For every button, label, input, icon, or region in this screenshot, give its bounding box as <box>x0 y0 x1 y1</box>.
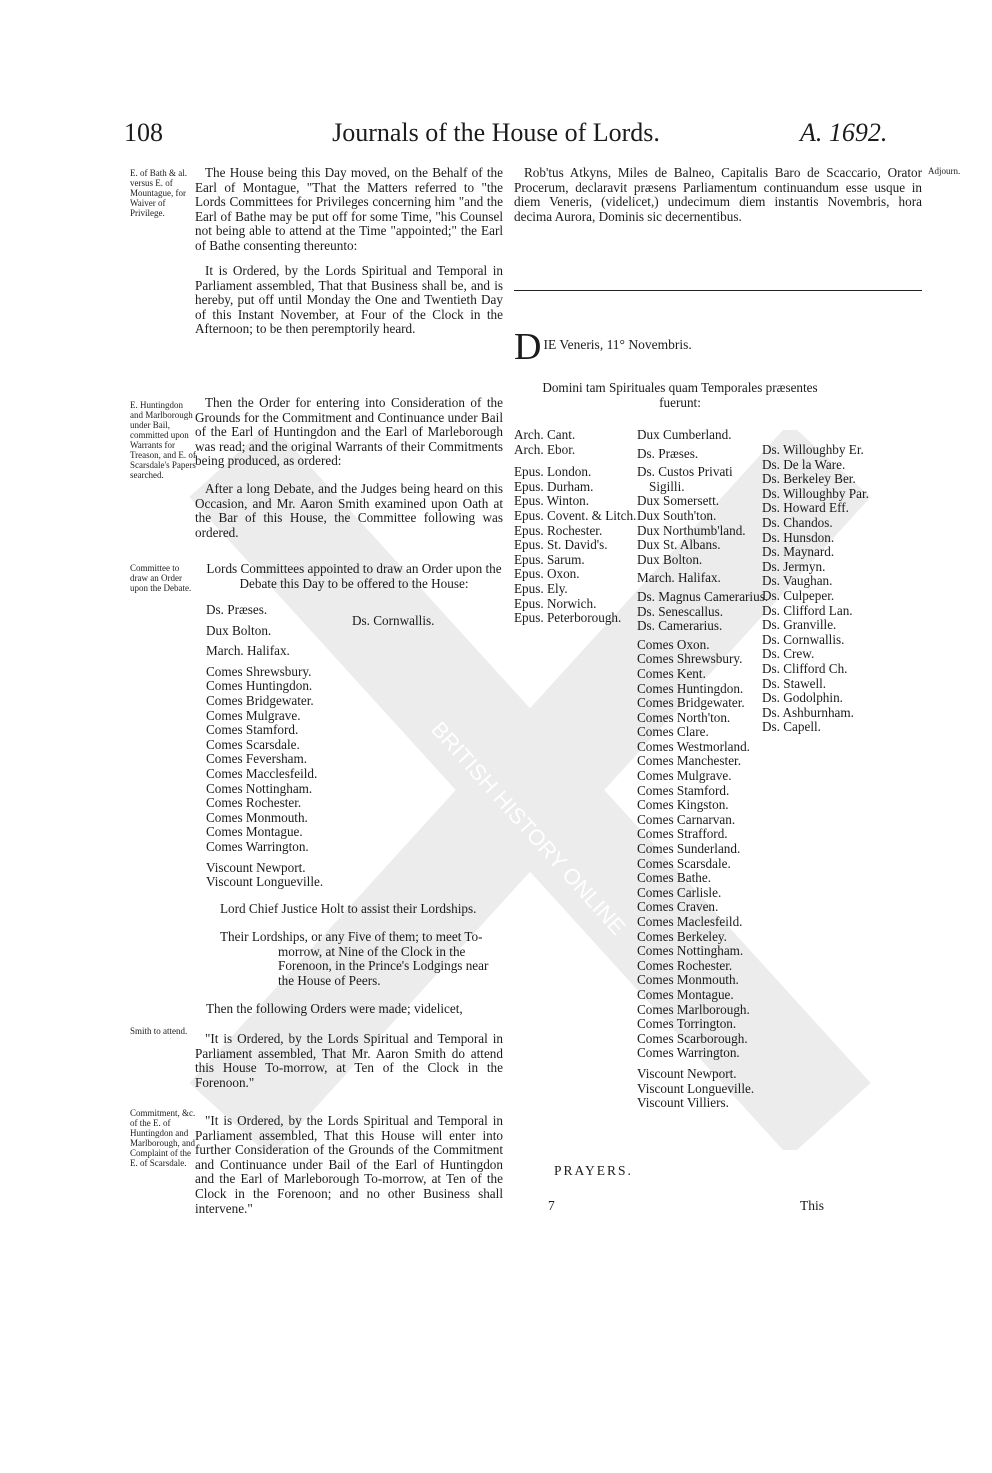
present-member: Comes Montague. <box>637 986 734 1002</box>
paragraph-debate: After a long Debate, and the Judges being heard on this Occasion, and Mr. Aaron Smith examined upon Oath at the Bar of this House, the Committee following was ordered. <box>195 481 503 540</box>
present-member: Ds. Maynard. <box>762 544 835 560</box>
present-member: Ds. Clifford Ch. <box>762 660 848 676</box>
present-member: Comes Scarsdale. <box>637 855 731 871</box>
committee-member: Comes Stamford. <box>206 722 299 738</box>
page-number: 108 <box>124 118 163 147</box>
present-member: Comes Sunderland. <box>637 841 741 857</box>
present-member: Ds. Jermyn. <box>762 558 826 574</box>
present-member: Dux Somersett. <box>637 493 720 509</box>
paragraph-orders-made: Then the following Orders were made; videlicet, <box>206 1001 463 1016</box>
present-member: Comes Nottingham. <box>637 943 744 959</box>
order-further-consideration: "It is Ordered, by the Lords Spiritual and Temporal in Parliament assembled, That this House will enter into further Consideration of the Grounds of the Commitment and Continuance under Bail of the Earl of Huntingdon and the Earl of Marleborough To-morrow, at Ten of the Clock in the Forenoon; and no other Business shall intervene." <box>195 1113 503 1216</box>
catchword: This <box>800 1198 825 1213</box>
committee-member: Comes Scarsdale. <box>206 736 300 752</box>
present-member: Arch. Ebor. <box>514 441 576 457</box>
present-member: Comes Kent. <box>637 665 706 681</box>
present-member: Comes Rochester. <box>637 957 733 973</box>
present-col-barons <box>762 443 869 735</box>
present-member: Arch. Cant. <box>514 427 576 442</box>
present-member: Ds. Granville. <box>762 617 837 633</box>
present-member: Comes Monmouth. <box>637 972 739 988</box>
holt-assist: Lord Chief Justice Holt to assist their Lordships. <box>220 901 477 916</box>
section-rule <box>514 290 922 291</box>
present-member: Ds. Ashburnham. <box>762 704 854 720</box>
present-member: Ds. Senescallus. <box>637 603 724 619</box>
paragraph-order-read: Then the Order for entering into Consideration of the Grounds for the Commitment and Continuance under Bail of the Earl of Huntingdon and the Earl of Marleborough was read; and the original Warrants of their Commitments being produced, as ordered: <box>195 395 503 469</box>
present-member: Dux Bolton. <box>637 551 703 567</box>
committee-member: Comes Mulgrave. <box>206 707 301 723</box>
present-member: Ds. Præses. <box>637 445 699 461</box>
committee-member: Comes Shrewsbury. <box>206 663 312 679</box>
prayers-heading: PRAYERS. <box>554 1163 633 1178</box>
present-member: Comes Craven. <box>637 899 719 915</box>
committee-member: Viscount Longueville. <box>206 874 324 890</box>
present-member: Ds. Berkeley Ber. <box>762 471 856 487</box>
present-member: Comes Clare. <box>637 724 709 740</box>
drop-cap: D <box>514 326 542 368</box>
present-member: Epus. Peterborough. <box>514 610 622 626</box>
die-heading <box>514 326 814 368</box>
committee-member: Dux Bolton. <box>206 622 272 638</box>
present-member: Epus. Rochester. <box>514 522 603 538</box>
present-member: Ds. Capell. <box>762 719 821 735</box>
committee-member: Comes Macclesfeild. <box>206 765 318 781</box>
present-member: Comes Kingston. <box>637 797 729 813</box>
present-member: Ds. Willoughby Par. <box>762 485 869 501</box>
present-member: Comes Bathe. <box>637 870 711 886</box>
present-member: Comes Oxon. <box>637 636 710 652</box>
paragraph-order-putoff: It is Ordered, by the Lords Spiritual and Temporal in Parliament assembled, That that Business shall be, and is hereby, put off until Monday the One and Twentieth Day of this Instant November, at Four of the Clock in the Afternoon; to be then peremptorily heard. <box>195 263 503 337</box>
present-member: Ds. Willoughby Er. <box>762 442 864 457</box>
committee-member: Comes Montague. <box>206 824 303 840</box>
present-member: Epus. London. <box>514 464 592 480</box>
margin-note-commitment: Commitment, &c. of the E. of Huntingdon and Marlborough, and Complaint of the E. of Scarsdale. <box>130 1108 196 1168</box>
present-member: Ds. Camerarius. <box>637 618 723 634</box>
committee-heading: Lords Committees appointed to draw an Order upon the Debate this Day to be offered to the House: <box>206 561 502 591</box>
present-member: Comes Huntingdon. <box>637 680 744 696</box>
committee-member: Comes Rochester. <box>206 795 302 811</box>
committee-member: Comes Nottingham. <box>206 780 313 796</box>
committee-member: Ds. Præses. <box>206 602 268 617</box>
present-member: Viscount Villiers. <box>637 1095 729 1111</box>
present-col-bishops <box>514 428 636 626</box>
signature-mark: 7 <box>548 1198 555 1213</box>
present-member: Comes North'ton. <box>637 709 731 725</box>
margin-note-smith: Smith to attend. <box>130 1026 188 1036</box>
paragraph-montague-motion: The House being this Day moved, on the Behalf of the Earl of Montague, "That the Matters referred to "the Lords Committees for Privileges concerning him "and the Earl of Bathe may be put off for some Time, "his Counsel not being able to attend at the Time "appointed;" the Earl of Bathe consenting thereunto: <box>195 165 503 253</box>
committee-member: March. Halifax. <box>206 643 290 659</box>
present-member: Dux South'ton. <box>637 507 717 523</box>
present-member: Comes Stamford. <box>637 782 730 798</box>
present-member: Comes Torrington. <box>637 1016 737 1032</box>
committee-member: Comes Huntingdon. <box>206 678 313 694</box>
present-member: Comes Bridgewater. <box>637 695 745 711</box>
present-member: Epus. Oxon. <box>514 566 580 582</box>
present-col-temporal <box>637 427 769 1111</box>
present-member: Comes Westmorland. <box>637 738 750 754</box>
present-member: Viscount Newport. <box>637 1065 737 1081</box>
present-member: Ds. Howard Eff. <box>762 500 849 516</box>
committee-member: Comes Monmouth. <box>206 809 308 825</box>
present-member: Ds. Hunsdon. <box>762 529 835 545</box>
present-heading: Domini tam Spirituales quam Temporales præsentes fuerunt: <box>542 380 818 410</box>
present-member: Dux St. Albans. <box>637 537 721 553</box>
present-member: Comes Berkeley. <box>637 928 727 944</box>
present-member: Epus. St. David's. <box>514 537 608 553</box>
present-member: Ds. Culpeper. <box>762 587 835 603</box>
present-member: Ds. Stawell. <box>762 675 827 691</box>
page-year: A. 1692. <box>800 118 888 147</box>
committee-list-main <box>206 603 323 890</box>
present-member: Comes Mulgrave. <box>637 768 732 784</box>
present-member: Comes Manchester. <box>637 753 742 769</box>
running-title: Journals of the House of Lords. <box>332 118 660 147</box>
present-member: Dux Northumb'land. <box>637 522 746 538</box>
present-member: Ds. Cornwallis. <box>762 631 845 647</box>
margin-note-committee: Committee to draw an Order upon the Debate. <box>130 563 192 593</box>
present-member: Comes Marlborough. <box>637 1001 750 1017</box>
present-member: Comes Shrewsbury. <box>637 651 743 667</box>
present-member: Comes Scarborough. <box>637 1030 748 1046</box>
present-member: Comes Maclesfeild. <box>637 914 743 929</box>
committee-member: Comes Warrington. <box>206 838 309 854</box>
order-smith-attend: "It is Ordered, by the Lords Spiritual and Temporal in Parliament assembled, That Mr. Aaron Smith do attend this House To-morrow, at Ten of the Clock in the Forenoon." <box>195 1031 503 1090</box>
present-member: Ds. Clifford Lan. <box>762 602 853 618</box>
present-member: Comes Warrington. <box>637 1045 740 1061</box>
present-member: Ds. Godolphin. <box>762 690 843 706</box>
present-member: Ds. Vaughan. <box>762 573 833 589</box>
committee-member: Comes Bridgewater. <box>206 692 314 708</box>
present-member: Ds. Magnus Camerarius. <box>637 588 769 604</box>
present-member: Epus. Sarum. <box>514 551 585 567</box>
present-member: Comes Strafford. <box>637 826 728 842</box>
present-member: Comes Carnarvan. <box>637 811 736 827</box>
die-heading-text: IE Veneris, 11° Novembris. <box>543 337 692 352</box>
watermark-text: BRITISH HISTORY ONLINE <box>426 716 631 940</box>
margin-note-huntingdon: E. Huntingdon and Marlborough under Bail, committed upon Warrants for Treason, and E. of Scarsdale's Papers searched. <box>130 400 196 480</box>
paragraph-meeting: Their Lordships, or any Five of them; to meet To-morrow, at Nine of the Clock in the Forenoon, in the Prince's Lodgings near the House of Peers. <box>220 929 489 988</box>
present-member: Ds. Custos Privati Sigilli. <box>637 464 733 494</box>
present-member: Epus. Covent. & Litch. <box>514 507 637 523</box>
committee-member: Ds. Cornwallis. <box>352 613 435 628</box>
present-member: Dux Cumberland. <box>637 427 732 442</box>
committee-member: Comes Feversham. <box>206 751 308 767</box>
margin-note-bath: E. of Bath & al. versus E. of Mountague, for Waiver of Privilege. <box>130 168 187 218</box>
committee-list-second <box>352 614 434 629</box>
present-member: March. Halifax. <box>637 570 721 586</box>
present-member: Epus. Durham. <box>514 478 594 494</box>
present-member: Epus. Winton. <box>514 493 590 509</box>
present-member: Ds. De la Ware. <box>762 456 846 472</box>
committee-member: Viscount Newport. <box>206 859 306 875</box>
margin-note-adjourn: Adjourn. <box>928 166 961 176</box>
present-member: Viscount Longueville. <box>637 1080 755 1096</box>
present-member: Ds. Chandos. <box>762 514 833 530</box>
present-member: Comes Carlisle. <box>637 884 722 900</box>
present-member: Epus. Norwich. <box>514 595 597 611</box>
paragraph-adjournment: Rob'tus Atkyns, Miles de Balneo, Capitalis Baro de Scaccario, Orator Procerum, declaravit præsens Parliamentum continuandum esse usque in diem Veneris, (videlicet,) undecimum diem instantis Novembris, hora decima Aurora, Dominis sic decernentibus. <box>514 165 922 224</box>
present-member: Epus. Ely. <box>514 580 568 596</box>
present-member: Ds. Crew. <box>762 646 815 662</box>
